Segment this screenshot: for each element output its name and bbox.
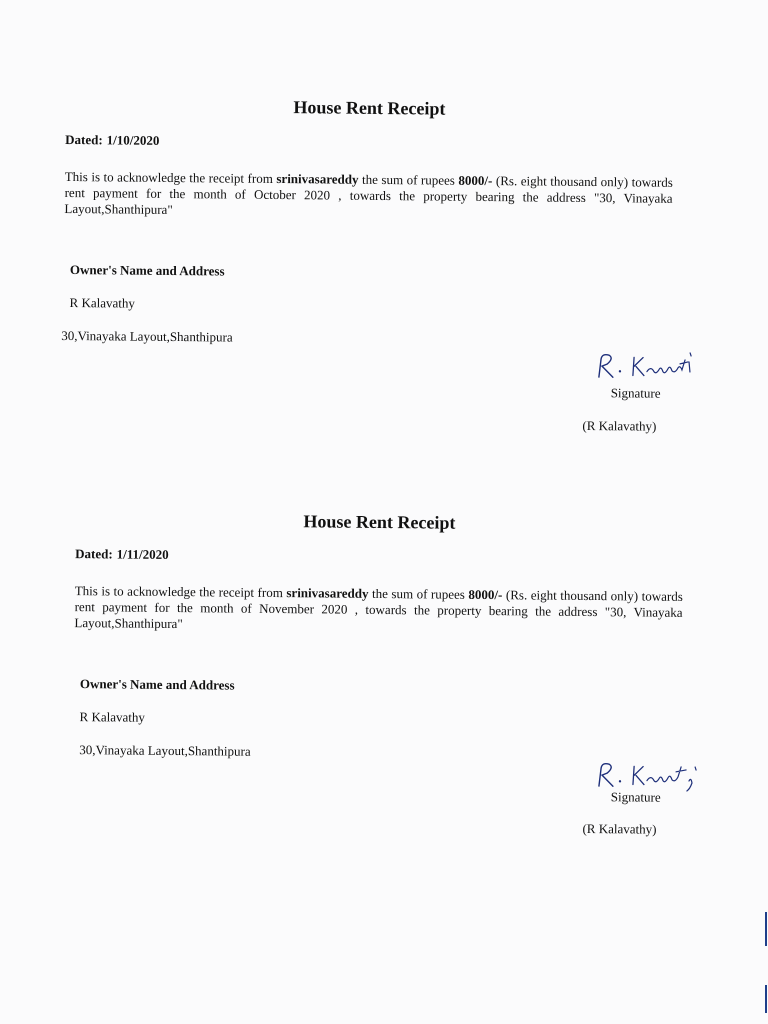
receipt-title: House Rent Receipt: [293, 97, 446, 119]
rent-receipt-november: [3, 410, 768, 837]
scan-edge-mark: [765, 985, 767, 1013]
date-label: Dated:: [65, 131, 103, 148]
receipt-body: [64, 169, 672, 223]
handwritten-signature: [589, 347, 709, 384]
owner-address: 30,Vinayaka Layout,Shanthipura: [61, 327, 233, 345]
signature-label: Signature: [610, 385, 661, 401]
owner-heading: Owner's Name and Address: [69, 262, 225, 279]
date-value: 1/10/2020: [106, 132, 160, 148]
rent-receipt-october: [3, 0, 768, 434]
signature-label: Signature: [610, 789, 661, 805]
body-sum-text: the sum of rupees: [361, 171, 455, 188]
owner-name: R Kalavathy: [79, 709, 145, 725]
signature-name: (R Kalavathy): [582, 820, 657, 837]
body-amount-words: (Rs. eight thousand only) towards rent payment for the month of October 2020 , towards the property bearing the address "30, Vinayaka Layout,Shanthipura": [64, 173, 673, 218]
date-value: 1/11/2020: [116, 546, 169, 562]
scan-edge-mark: [765, 912, 767, 946]
tenant-name: srinivasareddy: [286, 585, 369, 601]
tenant-name: srinivasareddy: [276, 171, 359, 187]
body-intro: This is to acknowledge the receipt from: [74, 583, 283, 601]
owner-address: 30,Vinayaka Layout,Shanthipura: [79, 742, 251, 759]
body-intro: This is to acknowledge the receipt from: [64, 168, 273, 186]
owner-name: R Kalavathy: [69, 295, 135, 311]
body-amount-words: (Rs. eight thousand only) towards rent payment for the month of November 2020 , towards the property bearing the address "30, Vinayaka Layout,Shanthipura": [74, 587, 683, 632]
receipt-body: [74, 583, 682, 637]
body-sum-text: the sum of rupees: [371, 585, 465, 602]
receipt-title: House Rent Receipt: [303, 511, 456, 533]
owner-heading: Owner's Name and Address: [79, 676, 235, 693]
signature-name: (R Kalavathy): [582, 417, 657, 434]
receipt-date: [75, 546, 169, 563]
rent-amount: 8000/-: [458, 172, 493, 189]
rent-amount: 8000/-: [468, 586, 503, 603]
date-label: Dated:: [75, 546, 113, 562]
handwritten-signature: [591, 756, 711, 793]
receipt-date: [65, 132, 159, 149]
